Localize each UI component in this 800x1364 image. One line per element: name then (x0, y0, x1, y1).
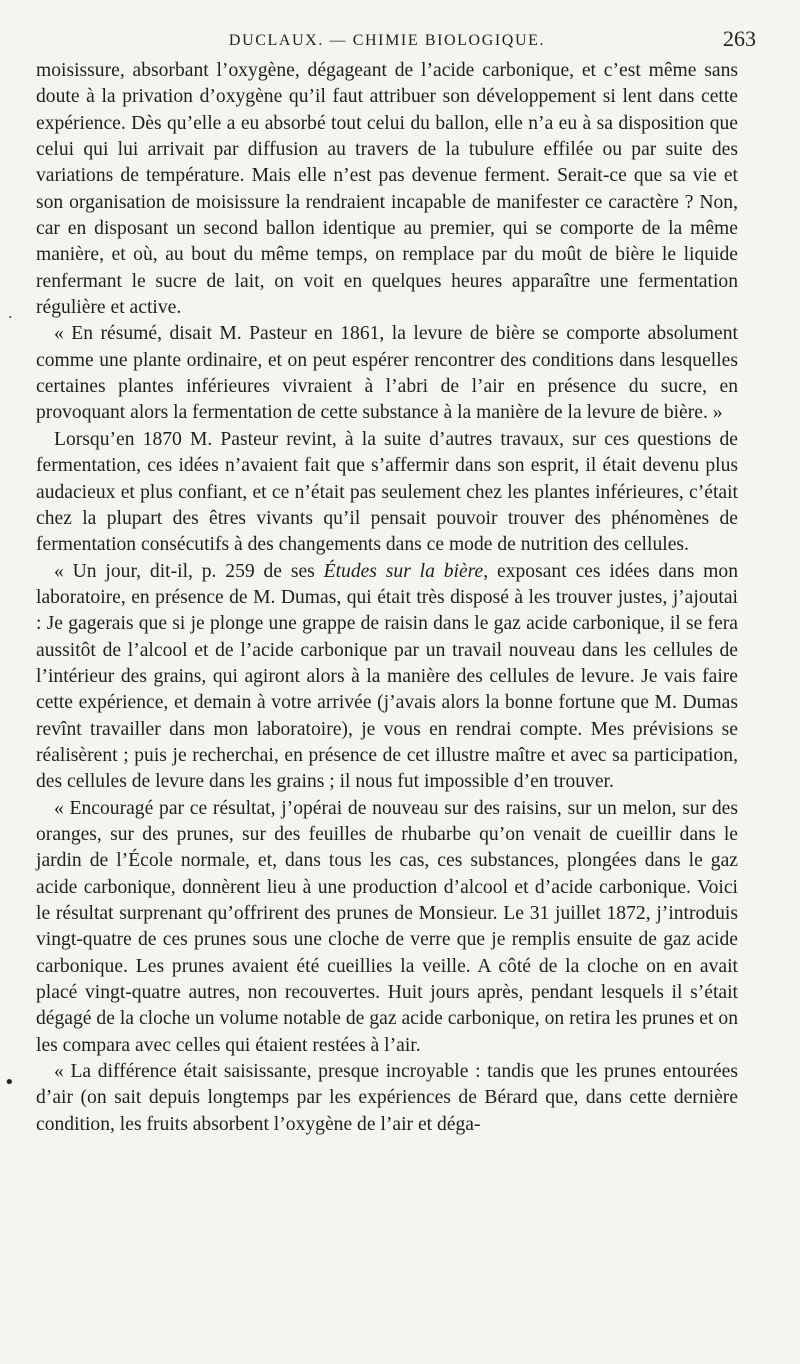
paragraph-text: « Un jour, dit-il, p. 259 de ses (54, 560, 324, 582)
paragraph-text: , exposant ces idées dans mon laboratoire, en présence de M. Dumas, qui était très disposé à les trouver justes, j’ajoutai : Je gagerais que si je plonge une grappe de raisin dans le gaz acide carbonique, il se fera aussitôt de l’alcool et de l’acide carbonique par un travail nouveau dans les cellules de l’intérieur des grains, qui agiront alors à la manière des cellules de levure. Je vais faire cette expérience, et demain à votre arrivée (j’avais alors la bonne fortune que M. Dumas revînt travailler dans mon laboratoire), je vous en rendrai compte. Mes prévisions se réalisèrent ; puis je recherchai, en présence de cet illustre maître et avec sa participation, des cellules de levure dans les grains ; il nous fut impossible d’en trouver. (36, 560, 739, 793)
margin-mark: • (4, 1072, 15, 1093)
running-head (36, 26, 756, 52)
page-number: 263 (723, 26, 756, 51)
paragraph: « En résumé, disait M. Pasteur en 1861, la levure de bière se comporte absolument comme une plante ordinaire, et on peut espérer rencontrer des conditions dans lesquelles certaines plantes inférieures vivraient à l’abri de l’air en présence du sucre, en provoquant alors la fermentation de cette substance à la manière de la levure de bière. » (36, 323, 738, 424)
paragraph: moisissure, absorbant l’oxygène, dégageant de l’acide carbonique, et c’est même sans doute à la privation d’oxygène qu’il faut attribuer son développement si lent dans cette expérience. Dès qu’elle a eu absorbé tout celui du ballon, elle n’a eu à sa disposition que celui qui lui arrivait par diffusion au travers de la tubulure effilée ou par suite des variations de température. Mais elle n’est pas devenue ferment. Serait-ce que sa vie et son organisation de moisissure la rendraient incapable de manifester ce caractère ? Non, car en disposant un second ballon identique au premier, qui se comporte de la même manière, et où, au bout du même temps, on remplace par du moût de bière le liquide renfermant le sucre de lait, on voit en quelques heures apparaître une fermentation régulière et active. (36, 60, 738, 319)
margin-mark: · (8, 310, 13, 326)
paragraph: Lorsqu’en 1870 M. Pasteur revint, à la suite d’autres travaux, sur ces questions de fermentation, ces idées n’avaient fait que s’affermir dans son esprit, il était devenu plus audacieux et plus confiant, et ce n’était pas seulement chez les plantes inférieures, c’était chez la plupart des êtres vivants qu’il pensait pouvoir trouver des phénomènes de fermentation consécutifs à des changements dans ce mode de nutrition des cellules. (36, 428, 738, 556)
paragraph: « Encouragé par ce résultat, j’opérai de nouveau sur des raisins, sur un melon, sur des oranges, sur des prunes, sur des feuilles de rhubarbe qu’on venait de cueillir dans le jardin de l’École normale, et, dans tous les cas, ces substances, plongées dans le gaz acide carbonique, donnèrent lieu à une production d’alcool et d’acide carbonique. Voici le résultat surprenant qu’offrirent des prunes de Monsieur. Le 31 juillet 1872, j’introduis vingt-quatre de ces prunes sous une cloche de verre que je remplis ensuite de gaz acide carbonique. Les prunes avaient été cueillies la veille. A côté de la cloche on en avait placé vingt-quatre autres, non recouvertes. Huit jours après, pendant lesquels il s’était dégagé de la cloche un volume notable de gaz acide carbonique, on retira les prunes et on les compara avec celles qui étaient restées à l’air. (36, 797, 738, 1056)
running-title: DUCLAUX. — CHIMIE BIOLOGIQUE. (228, 32, 546, 49)
book-title: Études sur la bière (323, 560, 484, 582)
body-text (36, 58, 738, 1138)
paragraph (36, 559, 738, 796)
paragraph: « La différence était saisissante, presque incroyable : tandis que les prunes entourées d’air (on sait depuis longtemps par les expériences de Bérard que, dans cette dernière condition, les fruits absorbent l’oxygène de l’air et déga- (36, 1061, 738, 1135)
